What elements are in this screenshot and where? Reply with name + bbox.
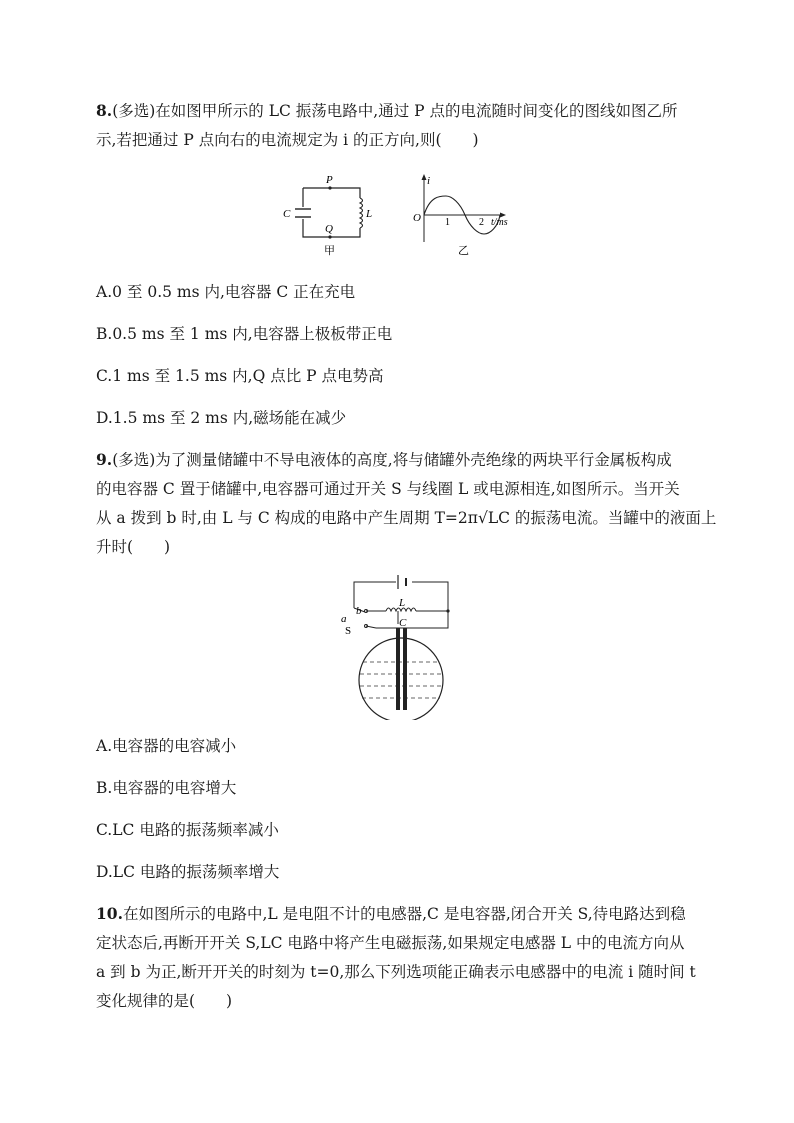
tick-1: 1 [445,217,450,228]
q8-line-1 [96,101,678,121]
q10-text-3: a 到 b 为正,断开开关的时刻为 t=0,那么下列选项能正确表示电感器中的电流 i 随时间 t [96,963,696,981]
q10-line-1 [96,904,686,924]
q9-text-4: 升时( ) [96,538,171,556]
q8-option-b: B.0.5 ms 至 1 ms 内,电容器上极板带正电 [96,325,393,343]
q9-line-4 [96,537,170,557]
q9-line-3 [96,508,716,528]
label-p: P [326,174,333,186]
q9-option-c: C.LC 电路的振荡频率减小 [96,821,279,839]
q10-number: 10. [96,904,123,923]
label-l: L [399,597,406,609]
q10-line-3 [96,962,696,982]
q8-line-2 [96,130,479,150]
label-c: C [399,617,407,629]
label-b: b [356,605,362,617]
q9-number: 9. [96,450,113,469]
q8-number: 8. [96,101,113,120]
q8-tag: (多选) [112,102,156,120]
q9-line-2 [96,479,680,499]
label-a: a [341,613,347,625]
q9-tank-figure [336,570,466,720]
q10-text-1: 在如图所示的电路中,L 是电阻不计的电感器,C 是电容器,闭合开关 S,待电路达到稳 [122,905,686,923]
q9-option-a: A.电容器的电容减小 [96,737,237,755]
q10-line-4 [96,991,232,1011]
label-q: Q [325,223,333,235]
q8-option-a: A.0 至 0.5 ms 内,电容器 C 正在充电 [96,283,356,301]
q9-text-3: 从 a 拨到 b 时,由 L 与 C 构成的电路中产生周期 T=2π√LC 的振荡电流。当罐中的液面上 [96,509,717,527]
q8-option-c: C.1 ms 至 1.5 ms 内,Q 点比 P 点电势高 [96,367,384,385]
tick-2: 2 [479,217,484,228]
caption-yi: 乙 [458,245,469,257]
label-c: C [283,208,291,220]
q9-option-d: D.LC 电路的振荡频率增大 [96,863,280,881]
caption-jia: 甲 [324,245,335,257]
q10-line-2 [96,933,685,953]
q8-figure-yi [408,172,520,260]
q9-line-1 [96,450,672,470]
q8-text-1: 在如图甲所示的 LC 振荡电路中,通过 P 点的电流随时间变化的图线如图乙所 [155,102,678,120]
label-l: L [366,208,373,220]
q8-text-2: 示,若把通过 P 点向右的电流规定为 i 的正方向,则( ) [96,131,479,149]
q8-figure-jia [278,172,378,260]
q9-text-2: 的电容器 C 置于储罐中,电容器可通过开关 S 与线圈 L 或电源相连,如图所示。当开关 [96,480,680,498]
q8-option-d: D.1.5 ms 至 2 ms 内,磁场能在减少 [96,409,347,427]
q10-text-2: 定状态后,再断开开关 S,LC 电路中将产生电磁振荡,如果规定电感器 L 中的电流方向从 [96,934,685,952]
label-s: S [345,625,352,637]
axis-i: i [427,175,431,187]
origin-o: O [413,212,421,224]
q10-text-4: 变化规律的是( ) [96,992,233,1010]
q9-option-b: B.电容器的电容增大 [96,779,237,797]
q9-text-1: 为了测量储罐中不导电液体的高度,将与储罐外壳绝缘的两块平行金属板构成 [155,451,672,469]
axis-t: t/ms [491,217,508,228]
q9-tag: (多选) [112,451,156,469]
